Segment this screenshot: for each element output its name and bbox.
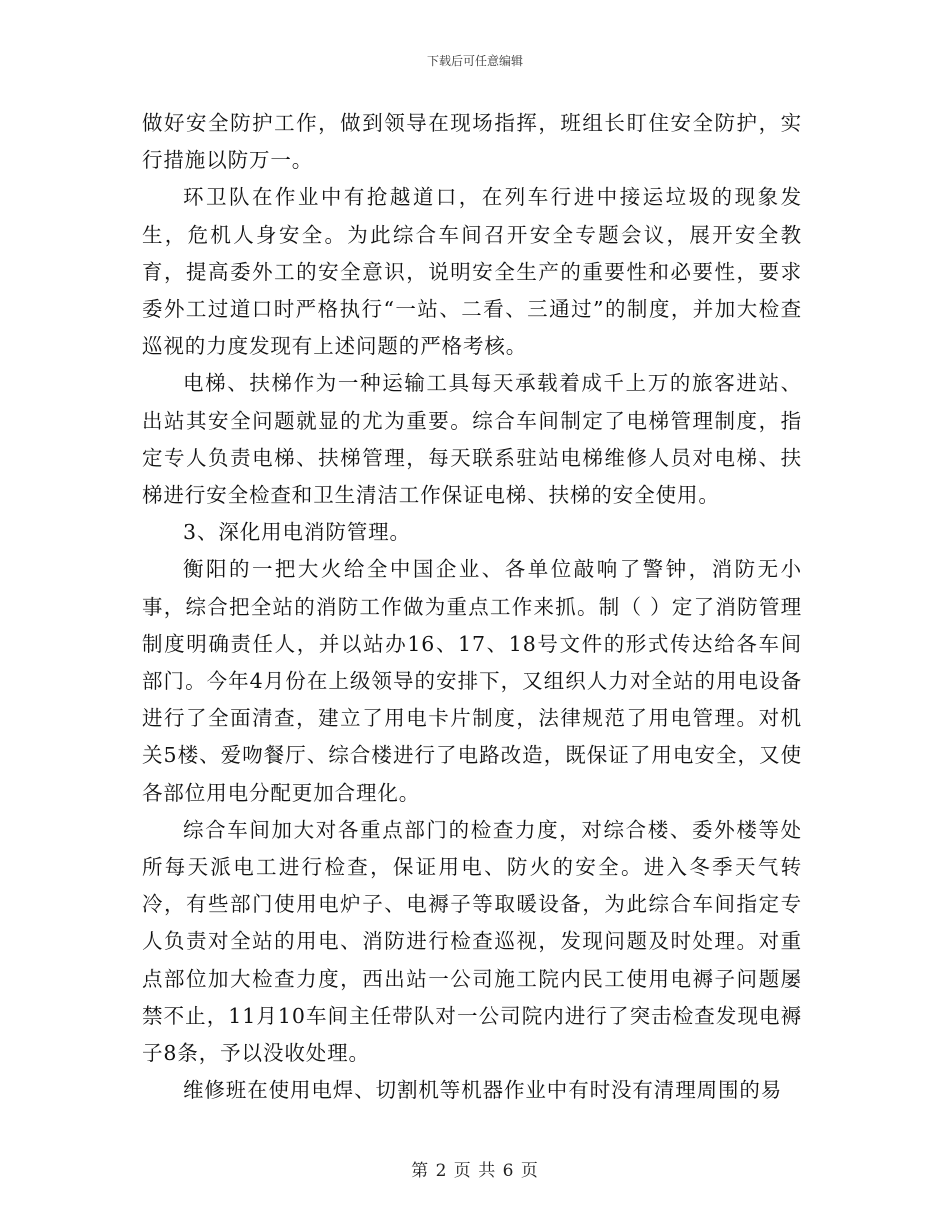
page-header: 下载后可任意编辑: [426, 54, 523, 68]
paragraph: 做好安全防护工作，做到领导在现场指挥，班组长盯住安全防护，实行措施以防万一。: [142, 111, 802, 173]
paragraph: 维修班在使用电焊、切割机等机器作业中有时没有清理周围的易: [183, 1078, 783, 1103]
paragraph: 电梯、扶梯作为一种运输工具每天承载着成千上万的旅客进站、出站其安全问题就显的尤为重要。综合车间制定了电梯管理制度，指定专人负责电梯、扶梯管理，每天联系驻站电梯维修人员对电梯、扶梯进行安全检查和卫生清洁工作保证电梯、扶梯的安全使用。: [142, 371, 802, 508]
page-footer: 第 2 页 共 6 页: [411, 1161, 539, 1181]
paragraph: 环卫队在作业中有抢越道口，在列车行进中接运垃圾的现象发生，危机人身安全。为此综合车间召开安全专题会议，展开安全教育，提高委外工的安全意识，说明安全生产的重要性和必要性，要求委外工过道口时严格执行“一站、二看、三通过”的制度，并加大检查巡视的力度发现有上述问题的严格考核。: [142, 185, 802, 359]
section-heading: 3、深化用电消防管理。: [183, 520, 411, 545]
document-body: [142, 105, 802, 1109]
paragraph: 综合车间加大对各重点部门的检查力度，对综合楼、委外楼等处所每天派电工进行检查，保证用电、防火的安全。进入冬季天气转冷，有些部门使用电炉子、电褥子等取暖设备，为此综合车间指定专人负责对全站的用电、消防进行检查巡视，发现问题及时处理。对重点部位加大检查力度，西出站一公司施工院内民工使用电褥子问题屡禁不止，11月10车间主任带队对一公司院内进行了突击检查发现电褥子8条，予以没收处理。: [142, 817, 802, 1066]
paragraph: 衡阳的一把大火给全中国企业、各单位敲响了警钟，消防无小事，综合把全站的消防工作做为重点工作来抓。制（ ）定了消防管理制度明确责任人，并以站办16、17、18号文件的形式传达给各车间部门。今年4月份在上级领导的安排下，又组织人力对全站的用电设备进行了全面清查，建立了用电卡片制度，法律规范了用电管理。对机关5楼、爱吻餐厅、综合楼进行了电路改造，既保证了用电安全，又使各部位用电分配更加合理化。: [142, 557, 802, 805]
